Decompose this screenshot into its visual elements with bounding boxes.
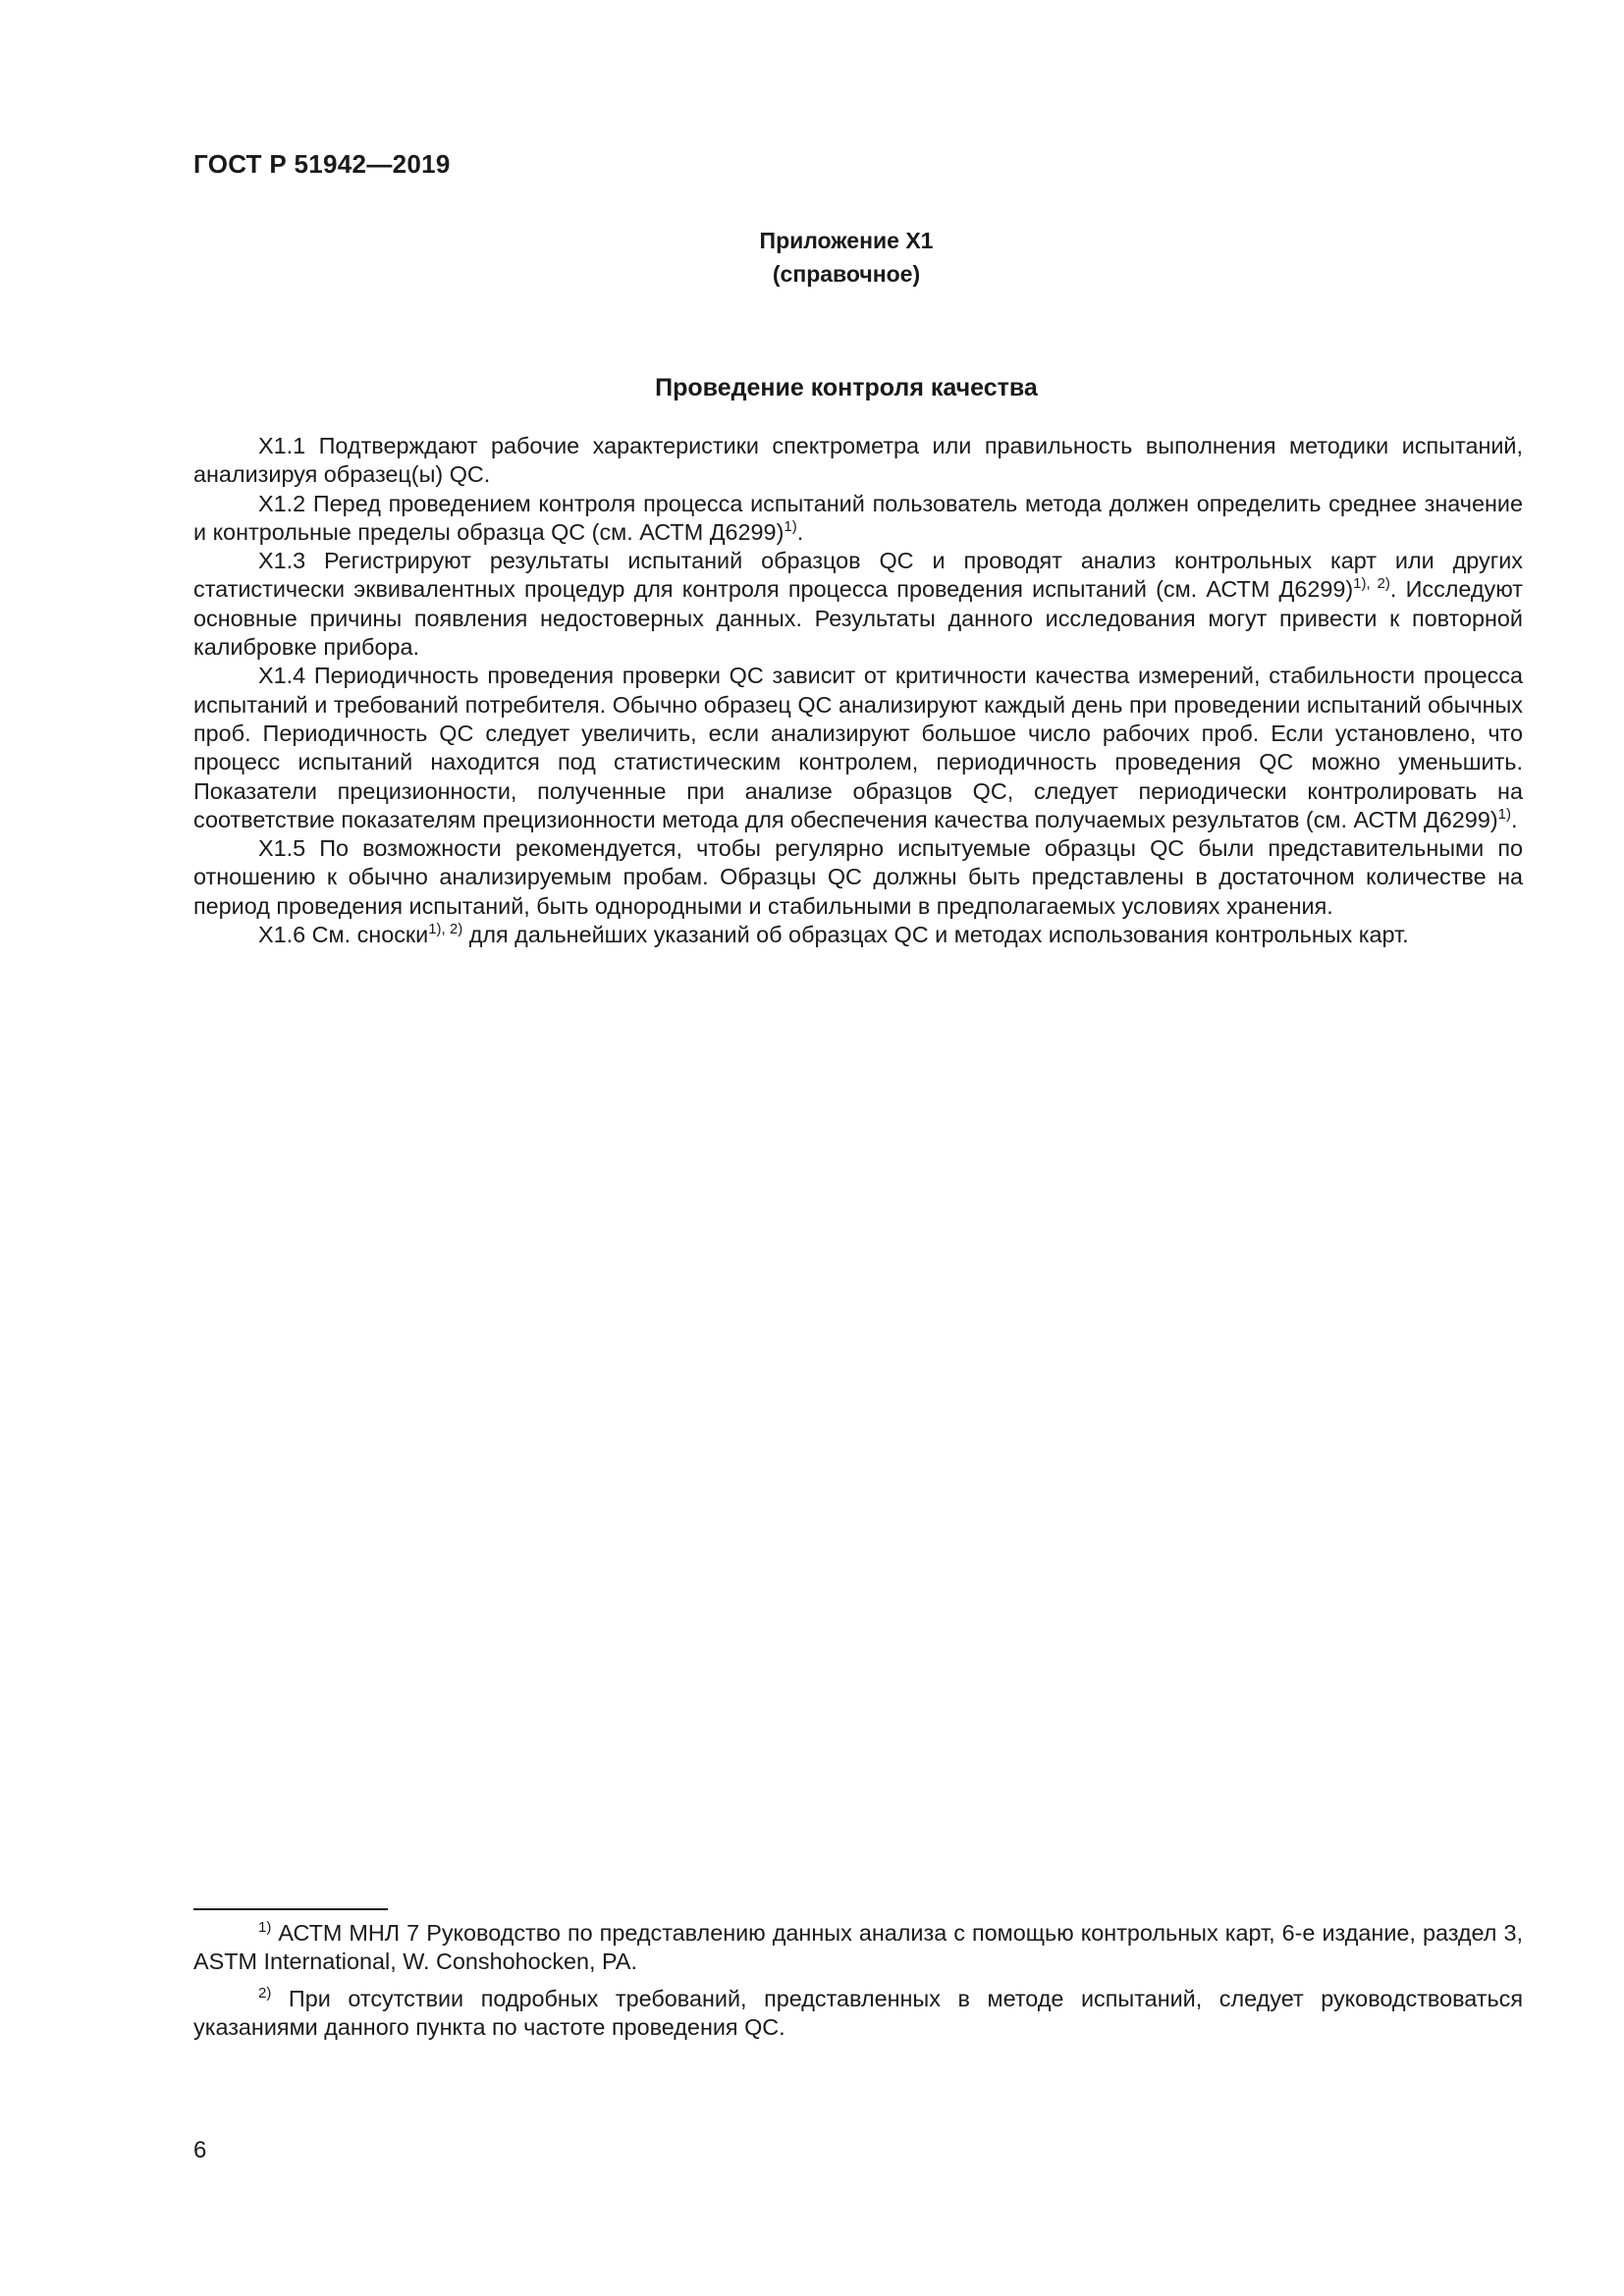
annex-type: (справочное) xyxy=(772,261,921,287)
paragraph-x1-4 xyxy=(193,662,1523,834)
paragraph-text: Х1.4 Периодичность проведения проверки QC зависит от критичности качества измерений, стабильности процесса испытаний и требований потребителя. Обычно образец QC анализируют каждый день при проведении испытаний обычных проб. Периодичность QC следует увеличить, если анализируют большое число рабочих проб. Если установлено, что процесс испытаний находится под статистическим контролем, периодичность проведения QC можно уменьшить. Показатели прецизионности, полученные при анализе образцов QC, следует периодически контролировать на соответствие показателям прецизионности метода для обеспечения качества получаемых результатов (см. АСТМ Д6299) xyxy=(193,663,1523,832)
footnote-ref: 1), 2) xyxy=(1353,575,1390,593)
paragraph-x1-6 xyxy=(193,921,1523,949)
page-number: 6 xyxy=(193,2137,207,2163)
paragraph-text: Х1.5 По возможности рекомендуется, чтобы регулярно испытуемые образцы QC были представительными по отношению к обычно анализируемым пробам. Образцы QC должны быть представлены в достаточном количестве на период проведения испытаний, быть однородными и стабильными в предполагаемых условиях хранения. xyxy=(193,835,1523,919)
paragraph-text: Х1.6 См. сноски xyxy=(258,922,429,948)
paragraph-x1-3 xyxy=(193,547,1523,662)
footnote-divider xyxy=(193,1908,388,1910)
footnote-ref: 1), 2) xyxy=(428,921,463,938)
paragraph-text: для дальнейших указаний об образцах QC и методах использования контрольных карт. xyxy=(462,922,1409,948)
footnote-ref: 1) xyxy=(784,517,797,535)
footnote-1 xyxy=(193,1919,1523,1977)
annex-title: Приложение Х1 xyxy=(759,228,934,253)
document-code: ГОСТ Р 51942—2019 xyxy=(193,149,451,179)
paragraph-text: Х1.1 Подтверждают рабочие характеристики спектрометра или правильность выполнения методики испытаний, анализируя образец(ы) QC. xyxy=(193,433,1523,488)
paragraph-text: Х1.3 Регистрируют результаты испытаний образцов QC и проводят анализ контрольных карт или других статистически эквивалентных процедур для контроля процесса проведения испытаний (см. АСТМ Д6299) xyxy=(193,548,1523,603)
paragraph-text: . Исследуют основные причины появления недостоверных данных. Результаты данного исследования могут привести к повторной калибровке прибора. xyxy=(193,576,1523,661)
paragraph-x1-5 xyxy=(193,834,1523,921)
paragraph-text: . xyxy=(1510,806,1518,832)
footnote-2 xyxy=(193,1985,1523,2043)
footnote-text: АСТМ МНЛ 7 Руководство по представлению данных анализа с помощью контрольных карт, 6-е издание, раздел 3, ASTM International, W. Conshohocken, PA. xyxy=(193,1920,1523,1975)
footnote-ref: 1) xyxy=(1497,805,1511,823)
annex-heading xyxy=(0,224,1624,291)
paragraph-text: Х1.2 Перед проведением контроля процесса испытаний пользователь метода должен определить среднее значение и контрольные пределы образца QC (см. АСТМ Д6299) xyxy=(193,490,1523,545)
paragraph-x1-1 xyxy=(193,432,1523,490)
section-title: Проведение контроля качества xyxy=(655,374,1038,401)
footnote-mark: 2) xyxy=(258,1984,272,2002)
footnotes xyxy=(193,1919,1523,2050)
footnote-text: При отсутствии подробных требований, представленных в методе испытаний, следует руководствоваться указаниями данного пункта по частоте проведения QC. xyxy=(193,1985,1523,2040)
footnote-mark: 1) xyxy=(258,1919,272,1936)
document-body xyxy=(193,432,1523,949)
paragraph-text: . xyxy=(796,518,804,545)
paragraph-x1-2 xyxy=(193,490,1523,548)
